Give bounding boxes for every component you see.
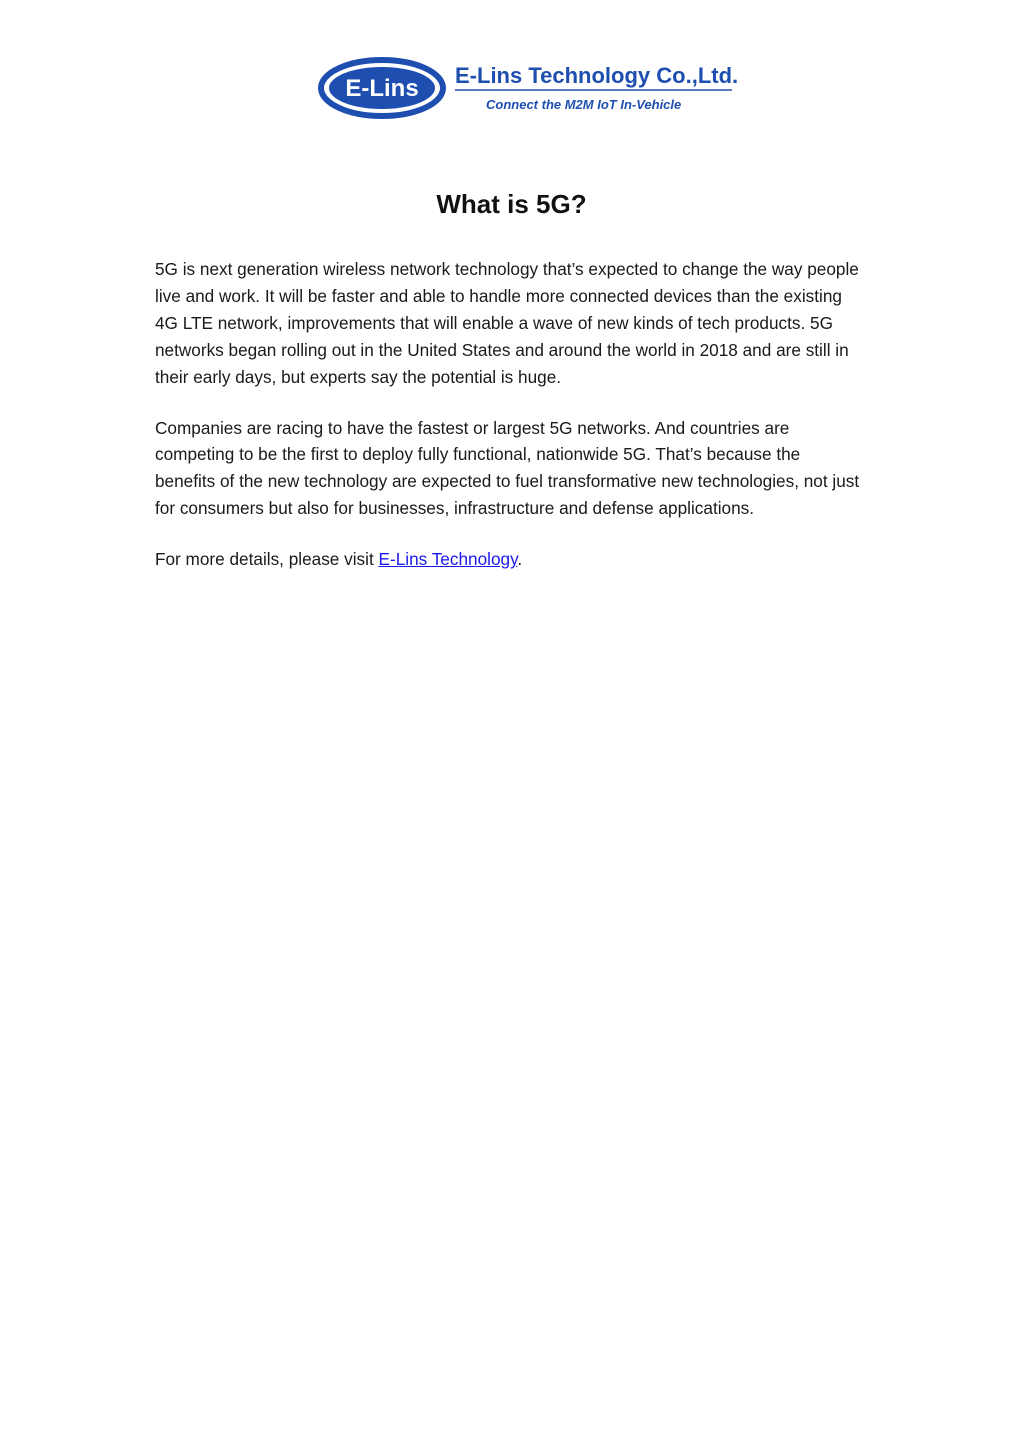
logo-graphic xyxy=(318,57,738,119)
details-suffix: . xyxy=(517,549,523,570)
paragraph-competition: Companies are racing to have the fastest or largest 5G networks. And countries are competing to be the first to deploy fully functional, nationwide 5G. That’s because the benefits of the new technology are expected to fuel transformative new technologies, not just for consumers but also for businesses, infrastructure and defense applications. xyxy=(155,417,860,519)
logo-tagline: Connect the M2M IoT In-Vehicle xyxy=(486,97,682,112)
logo-company-name: E-Lins Technology Co.,Ltd. xyxy=(455,63,738,88)
details-prefix: For more details, please visit xyxy=(155,549,379,570)
elins-technology-link[interactable]: E-Lins Technology xyxy=(378,549,518,570)
page-title: What is 5G? xyxy=(436,189,587,219)
details-line xyxy=(155,546,863,573)
paragraph-intro: 5G is next generation wireless network technology that’s expected to change the way people live and work. It will be faster and able to handle more connected devices than the existing 4G LTE network, improvements that will enable a wave of new kinds of tech products. 5G networks began rolling out in the United States and around the world in 2018 and are still in their early days, but experts say the potential is huge. xyxy=(155,259,859,387)
company-logo xyxy=(318,57,738,119)
article-body xyxy=(155,256,863,597)
logo-badge-text: E-Lins xyxy=(345,75,419,102)
